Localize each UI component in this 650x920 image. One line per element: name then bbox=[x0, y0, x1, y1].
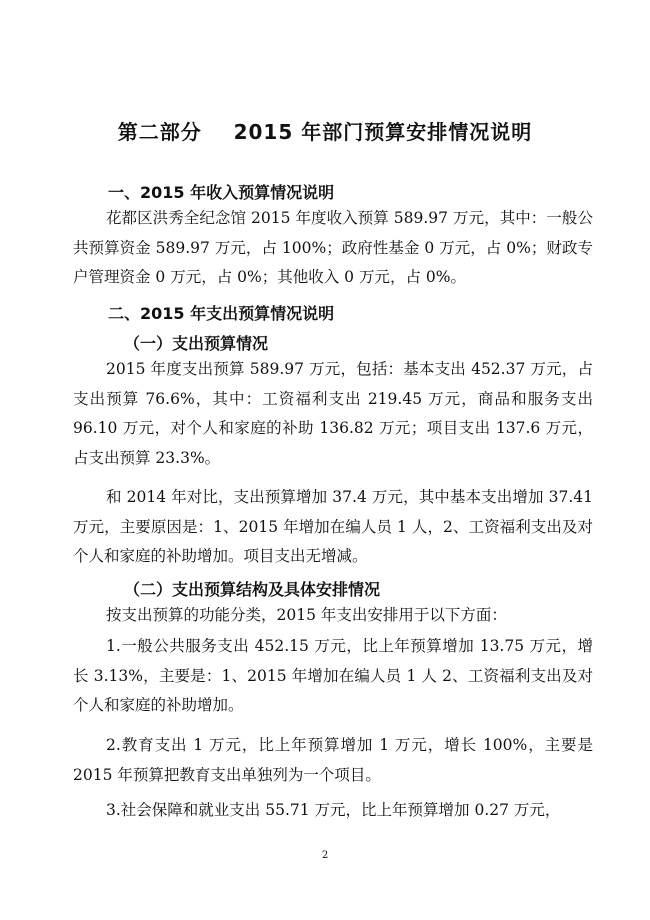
list-item-general-public-service: 1.一般公共服务支出 452.15 万元，比上年预算增加 13.75 万元，增长 3.13%，主要是：1、2015 年增加在编人员 1 人 2、工资福利支出及对个人和家庭的补助增加。 bbox=[73, 637, 593, 714]
list-item-education: 2.教育支出 1 万元，比上年预算增加 1 万元，增长 100%，主要是 2015 年预算把教育支出单独列为一个项目。 bbox=[73, 736, 593, 784]
list-item-social-security: 3.社会保障和就业支出 55.71 万元，比上年预算增加 0.27 万元， bbox=[106, 801, 561, 819]
section-heading-expenditure: 二、2015 年支出预算情况说明 bbox=[108, 304, 335, 323]
section-heading-income: 一、2015 年收入预算情况说明 bbox=[108, 183, 335, 202]
subsection-heading-expenditure-structure: （二）支出预算结构及具体安排情况 bbox=[124, 580, 381, 599]
page-number: 2 bbox=[321, 850, 329, 861]
document-title: 第二部分 2015 年部门预算安排情况说明 bbox=[117, 120, 533, 144]
paragraph-expenditure-overview: 2015 年度支出预算 589.97 万元，包括：基本支出 452.37 万元，占支出预算 76.6%，其中：工资福利支出 219.45 万元，商品和服务支出 96.10 万元，对个人和家庭的补助 136.82 万元；项目支出 137.6 万元，占支出预算 23.3%。 bbox=[73, 360, 593, 467]
paragraph-income: 花都区洪秀全纪念馆 2015 年度收入预算 589.97 万元，其中：一般公共预算资金 589.97 万元，占 100%；政府性基金 0 万元，占 0%；财政专户管理资金 0 万元，占 0%；其他收入 0 万元，占 0%。 bbox=[73, 209, 593, 286]
paragraph-year-comparison: 和 2014 年对比，支出预算增加 37.4 万元，其中基本支出增加 37.41 万元，主要原因是：1、2015 年增加在编人员 1 人，2、工资福利支出及对个人和家庭的补助增加。项目支出无增减。 bbox=[73, 488, 593, 565]
subsection-heading-expenditure-overview: （一）支出预算情况 bbox=[124, 334, 269, 353]
paragraph-structure-intro: 按支出预算的功能分类，2015 年支出安排用于以下方面： bbox=[106, 606, 507, 624]
